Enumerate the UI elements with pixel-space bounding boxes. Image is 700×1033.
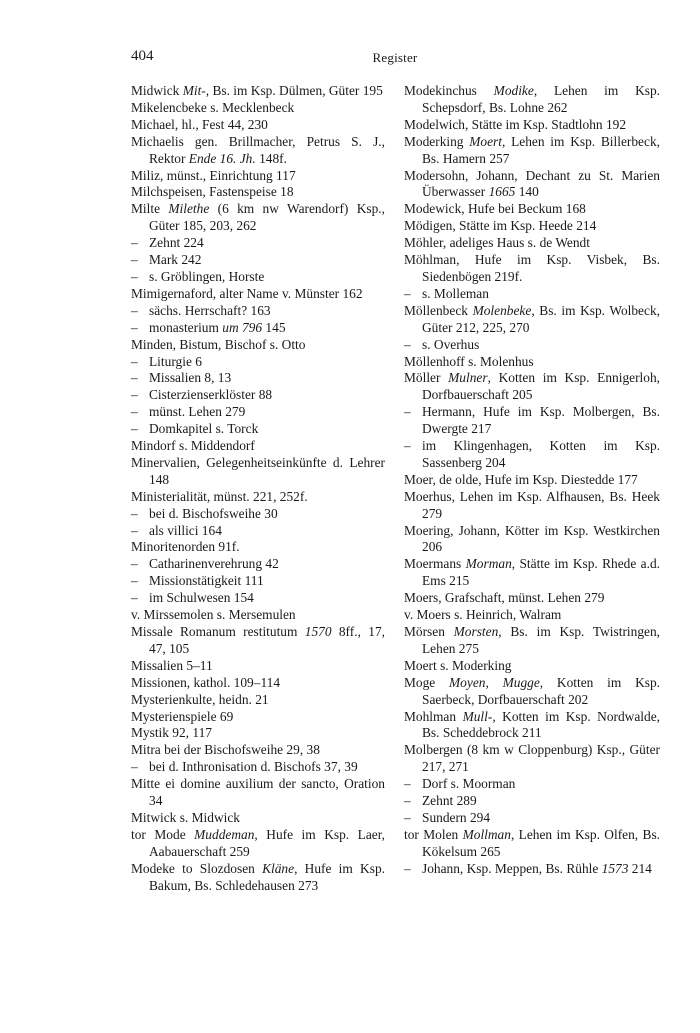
index-entry-text: Mark 242: [149, 252, 202, 268]
subentry-dash: –: [404, 404, 411, 420]
subentry-dash: –: [131, 759, 138, 775]
index-entry: [131, 455, 385, 489]
index-entry-text: als villici 164: [149, 522, 222, 538]
index-entry: [131, 523, 385, 540]
index-entry-text: , Kotten im Ksp. Nordwalde, Bs. Scheddebrock 211: [422, 708, 660, 741]
index-entry-text: s. Molleman: [422, 285, 489, 301]
index-entry-text: Hermann, Hufe im Ksp. Molbergen, Bs. Dwergte 217: [422, 404, 660, 437]
running-head: Register: [372, 50, 418, 65]
index-entry-text: Minden, Bistum, Bischof s. Otto: [131, 336, 306, 352]
index-entry: [404, 709, 660, 743]
index-entry-text: Domkapitel s. Torck: [149, 421, 259, 437]
index-entry: [131, 184, 385, 201]
index-entry-text: Zehnt 289: [422, 793, 477, 809]
index-entry-italic-text: Muddeman: [194, 826, 255, 842]
index-entry-text: , Bs. im Ksp. Twistringen, Lehen 275: [422, 624, 661, 656]
index-entry-text: Minervalien, Gelegenheitseinkünfte d. Lehrer 148: [131, 454, 385, 487]
index-entry: [404, 861, 660, 878]
subentry-dash: –: [404, 438, 411, 454]
subentry-dash: –: [131, 370, 138, 386]
index-entry-text: (6 km nw Warendorf) Ksp., Güter 185, 203, 262: [149, 201, 386, 234]
subentry-dash: –: [131, 252, 138, 268]
index-entry: [404, 624, 660, 658]
index-entry: [131, 810, 385, 827]
subentry-dash: –: [131, 522, 138, 538]
index-entry: [404, 675, 660, 709]
index-entry: [131, 354, 385, 371]
index-entry-text: Mitte ei domine auxilium der sancto, Oration 34: [131, 776, 385, 809]
index-entry: [404, 354, 660, 371]
index-entry: [404, 83, 660, 117]
index-entry-text: Möhler, adeliges Haus s. de Wendt: [404, 235, 590, 251]
index-entry-text: Mimigernaford, alter Name v. Münster 162: [131, 285, 363, 301]
index-entry-italic-text: 1573: [601, 860, 629, 876]
index-entry: [404, 523, 660, 557]
index-entry: [131, 539, 385, 556]
index-entry-text: bei d. Bischofsweihe 30: [149, 505, 278, 521]
index-entry: [404, 776, 660, 793]
index-entry: [131, 607, 385, 624]
index-entry-text: Dorf s. Moorman: [422, 776, 516, 792]
index-entry-text: Moderking: [404, 133, 470, 149]
index-entry-text: Missionen, kathol. 109–114: [131, 674, 281, 690]
index-entry-text: 145: [262, 319, 286, 335]
index-entry-text: Missale Romanum restitutum: [131, 624, 305, 639]
index-entry: [404, 810, 660, 827]
index-entry: [131, 117, 385, 134]
subentry-dash: –: [404, 860, 411, 876]
index-entry-text: bei d. Inthronisation d. Bischofs 37, 39: [149, 759, 358, 775]
index-entry-text: münst. Lehen 279: [149, 404, 246, 420]
index-entry: [404, 556, 660, 590]
index-entry-text: Ministerialität, münst. 221, 252f.: [131, 488, 308, 504]
index-entry-italic-text: Morsten: [453, 624, 499, 639]
index-entry: [131, 624, 385, 658]
index-entry: [404, 337, 660, 354]
index-entry: [131, 506, 385, 523]
index-entry: [131, 421, 385, 438]
index-entry: [131, 370, 385, 387]
index-entry-text: Johann, Ksp. Meppen, Bs. Rühle: [422, 860, 602, 876]
index-entry-text: s. Gröblingen, Horste: [149, 268, 265, 284]
index-entry-text: , Hufe im Ksp. Laer, Aabauerschaft 259: [149, 826, 385, 859]
subentry-dash: –: [131, 556, 138, 572]
index-entry-italic-text: Moyen, Mugge: [449, 674, 540, 690]
index-entry-text: Moge: [404, 674, 450, 690]
subentry-dash: –: [404, 336, 411, 352]
index-entry: [404, 252, 660, 286]
index-entry-text: Mörsen: [404, 624, 454, 639]
index-entry: [131, 827, 385, 861]
index-entry-italic-text: 1570: [304, 624, 332, 639]
index-entry: [131, 861, 385, 895]
subentry-dash: –: [131, 302, 138, 318]
index-entry-text: Moert s. Moderking: [404, 657, 512, 673]
index-entry: [404, 235, 660, 252]
index-entry: [131, 404, 385, 421]
index-entry: [404, 658, 660, 675]
index-entry-text: , Stätte im Ksp. Rhede a.d. Ems 215: [422, 556, 661, 589]
index-entry-text: Liturgie 6: [149, 353, 202, 369]
index-entry: [131, 590, 385, 607]
index-entry: [404, 117, 660, 134]
subentry-dash: –: [131, 235, 138, 251]
index-entry-italic-text: Ende 16. Jh.: [188, 150, 256, 166]
index-entry-italic-text: Moert: [469, 133, 502, 149]
index-entry: [131, 252, 385, 269]
index-entry-text: Mysterienspiele 69: [131, 708, 234, 724]
index-entry: [131, 658, 385, 675]
index-entry: [131, 201, 385, 235]
subentry-dash: –: [404, 285, 411, 301]
index-entry-text: monasterium: [149, 319, 223, 335]
index-entry: [131, 320, 385, 337]
page-number: 404: [131, 48, 154, 64]
index-entry-text: Milte: [131, 201, 169, 217]
index-entry-text: v. Mirssemolen s. Mersemulen: [131, 607, 296, 623]
index-entry-text: Molbergen (8 km w Cloppenburg) Ksp., Güter 217, 271: [404, 742, 660, 775]
index-entry: [131, 725, 385, 742]
index-entry-text: , Kotten im Ksp. Ennigerloh, Dorfbauerschaft 205: [422, 370, 661, 403]
index-entry-text: 214: [628, 860, 652, 876]
index-entry-text: Modekinchus: [404, 83, 494, 98]
index-entry-text: s. Overhus: [422, 336, 480, 352]
index-entry-text: Mitra bei der Bischofsweihe 29, 38: [131, 742, 320, 758]
index-entry-italic-text: Mull-: [462, 708, 493, 724]
index-entry: [404, 286, 660, 303]
index-entry: [404, 489, 660, 523]
index-entry: [404, 201, 660, 218]
subentry-dash: –: [131, 505, 138, 521]
index-entry-text: Modelwich, Stätte im Ksp. Stadtlohn 192: [404, 116, 627, 132]
index-entry-text: Moers, Grafschaft, münst. Lehen 279: [404, 590, 605, 606]
index-entry-text: Möllenbeck: [404, 302, 473, 318]
subentry-dash: –: [131, 421, 138, 437]
index-entry-text: im Klingenhagen, Kotten im Ksp. Sassenberg 204: [422, 438, 660, 470]
subentry-dash: –: [404, 793, 411, 809]
index-entry: [404, 404, 660, 438]
index-entry-text: Mitwick s. Midwick: [131, 809, 240, 825]
subentry-dash: –: [131, 387, 138, 403]
index-entry-text: , Bs. im Ksp. Dülmen, Güter 195: [205, 83, 383, 98]
index-entry-italic-text: Molenbeke: [472, 302, 532, 318]
subentry-dash: –: [131, 319, 138, 335]
index-entry-text: Miliz, münst., Einrichtung 117: [131, 167, 296, 183]
index-entry: [131, 303, 385, 320]
index-entry: [131, 438, 385, 455]
index-entry-text: , Lehen im Ksp. Billerbeck, Bs. Hamern 257: [422, 133, 660, 166]
index-entry-text: tor Mode: [131, 826, 195, 842]
index-entry: [131, 742, 385, 759]
index-entry-italic-text: Kläne: [262, 860, 295, 876]
index-entry-text: Missalien 8, 13: [149, 370, 232, 386]
index-column-right: [404, 83, 660, 878]
index-entry: [404, 303, 660, 337]
index-entry-italic-text: Morman: [465, 556, 512, 572]
index-entry-italic-text: um 796: [222, 319, 263, 335]
index-entry-text: Michael, hl., Fest 44, 230: [131, 116, 268, 132]
index-entry: [131, 100, 385, 117]
index-entry-text: 148f.: [255, 150, 287, 166]
index-entry: [131, 286, 385, 303]
index-entry: [404, 134, 660, 168]
subentry-dash: –: [131, 353, 138, 369]
index-entry-text: Missalien 5–11: [131, 657, 213, 673]
index-column-left: [131, 83, 385, 895]
index-entry-italic-text: Mollman: [462, 826, 511, 842]
index-entry-text: Catharinenverehrung 42: [149, 556, 279, 572]
index-entry: [131, 134, 385, 168]
index-entry-text: Modeke to Slozdosen: [131, 860, 263, 876]
index-entry: [404, 827, 660, 861]
index-entry: [131, 235, 385, 252]
index-entry: [404, 590, 660, 607]
index-entry: [131, 675, 385, 692]
index-entry-text: Möller: [404, 370, 449, 386]
index-entry: [404, 370, 660, 404]
subentry-dash: –: [404, 809, 411, 825]
index-entry: [404, 793, 660, 810]
index-entry-text: Mohlman: [404, 708, 463, 724]
index-entry-text: , Lehen im Ksp. Olfen, Bs. Kökelsum 265: [422, 826, 661, 859]
page-header: [131, 48, 659, 70]
index-entry-text: 8ff., 17, 47, 105: [149, 624, 385, 656]
index-entry-text: , Bs. im Ksp. Wolbeck, Güter 212, 225, 270: [422, 302, 660, 335]
index-entry-italic-text: 1665: [488, 184, 516, 200]
index-entry: [131, 168, 385, 185]
index-entry-text: Modersohn, Johann, Dechant zu St. Marien Überwasser: [404, 167, 660, 200]
index-entry: [131, 556, 385, 573]
index-entry-text: Missionstätigkeit 111: [149, 573, 264, 589]
index-entry-text: v. Moers s. Heinrich, Walram: [404, 607, 562, 623]
index-entry-text: Midwick: [131, 83, 183, 98]
index-entry: [131, 337, 385, 354]
index-entry-text: Minoritenorden 91f.: [131, 539, 240, 555]
index-entry: [131, 489, 385, 506]
index-entry: [131, 387, 385, 404]
subentry-dash: –: [404, 776, 411, 792]
index-entry-text: Milchspeisen, Fastenspeise 18: [131, 184, 294, 200]
index-entry-text: Moer, de olde, Hufe im Ksp. Diestedde 177: [404, 471, 638, 487]
index-entry-text: Mindorf s. Middendorf: [131, 438, 255, 454]
index-entry: [404, 168, 660, 202]
index-entry: [131, 759, 385, 776]
index-entry: [131, 709, 385, 726]
index-entry-text: Modewick, Hufe bei Beckum 168: [404, 201, 586, 217]
subentry-dash: –: [131, 404, 138, 420]
index-entry-italic-text: Milethe: [168, 201, 210, 217]
index-entry-italic-text: Modike: [493, 83, 534, 98]
index-entry-text: Mikelencbeke s. Mecklenbeck: [131, 99, 295, 115]
index-entry: [404, 218, 660, 235]
subentry-dash: –: [131, 573, 138, 589]
index-entry: [131, 776, 385, 810]
index-entry: [131, 269, 385, 286]
index-entry-text: Möllenhoff s. Molenhus: [404, 353, 534, 369]
index-entry: [404, 438, 660, 472]
subentry-dash: –: [131, 590, 138, 606]
index-entry-text: Moering, Johann, Kötter im Ksp. Westkirchen 206: [404, 522, 660, 555]
index-entry-text: sächs. Herrschaft? 163: [149, 302, 271, 318]
index-entry-text: im Schulwesen 154: [149, 590, 254, 606]
index-entry: [404, 607, 660, 624]
index-entry-text: Zehnt 224: [149, 235, 204, 251]
index-entry-text: Moermans: [404, 556, 466, 572]
index-entry-text: Mödigen, Stätte im Ksp. Heede 214: [404, 218, 597, 234]
index-entry: [131, 83, 385, 100]
index-entry: [131, 573, 385, 590]
index-entry-text: Cisterzienserklöster 88: [149, 387, 273, 403]
index-entry-text: 140: [515, 184, 539, 200]
index-entry-text: , Kotten im Ksp. Saerbeck, Dorfbauerschaft 202: [422, 674, 660, 707]
index-entry-text: Sundern 294: [422, 809, 491, 825]
index-entry-italic-text: Mulner: [448, 370, 488, 386]
index-entry-text: Moerhus, Lehen im Ksp. Alfhausen, Bs. Heek 279: [404, 488, 660, 521]
index-entry-text: Michaelis gen. Brillmacher, Petrus S. J., Rektor: [131, 133, 385, 166]
index-entry: [131, 692, 385, 709]
index-entry: [404, 472, 660, 489]
index-entry-text: Mysterienkulte, heidn. 21: [131, 691, 269, 707]
index-entry-text: Mystik 92, 117: [131, 725, 212, 741]
index-entry-text: , Lehen im Ksp. Schepsdorf, Bs. Lohne 262: [422, 83, 660, 115]
index-entry-italic-text: Mit-: [182, 83, 206, 98]
index-entry-text: Möhlman, Hufe im Ksp. Visbek, Bs. Siedenbögen 219f.: [404, 252, 660, 284]
index-entry-text: , Hufe im Ksp. Bakum, Bs. Schledehausen 273: [149, 860, 385, 893]
index-entry-text: tor Molen: [404, 826, 463, 842]
index-entry: [404, 742, 660, 776]
subentry-dash: –: [131, 268, 138, 284]
